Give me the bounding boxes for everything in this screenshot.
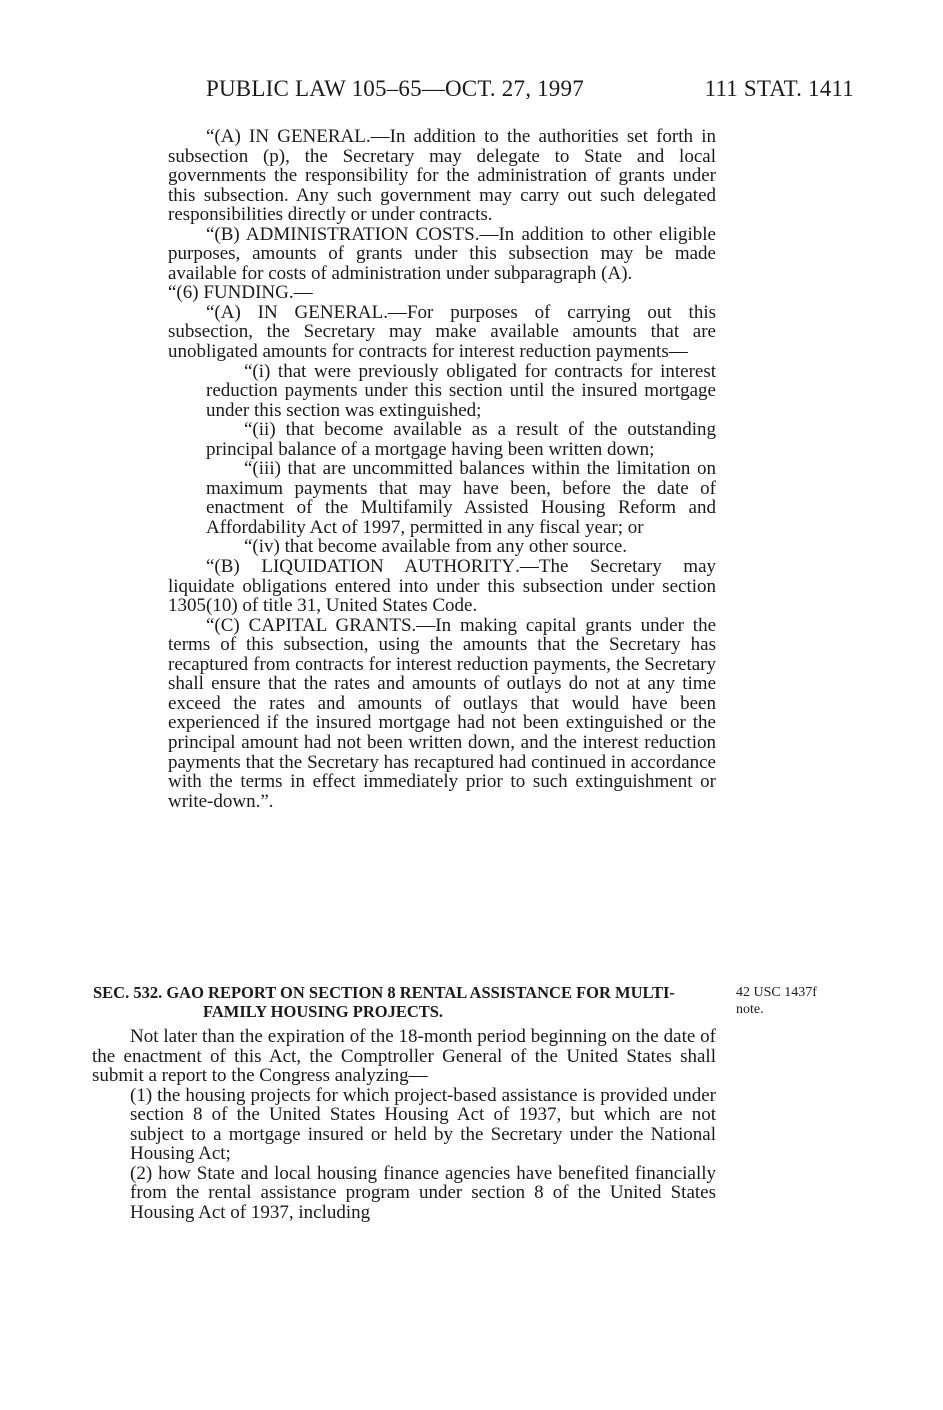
margin-note-citation: 42 USC 1437f [736, 985, 817, 1000]
paragraph-a-in-general: “(A) IN GENERAL.—In addition to the authorities set forth in subsection (p), the Secretary may delegate to State and local governments the responsibility for the administration of grants under this subsection. Any such government may carry out such delegated responsibilities directly or under contracts. [168, 126, 717, 226]
paragraph-6-funding: “(6) FUNDING.— [168, 282, 313, 304]
running-head-title: PUBLIC LAW 105–65—OCT. 27, 1997 [206, 76, 584, 101]
paragraph-c-capital-grants: “(C) CAPITAL GRANTS.—In making capital grants under the terms of this subsection, using the amounts that the Secretary has recaptured from contracts for interest reduction payments, the Secretary shall ensure that the rates and amounts of outlays do not at any time exceed the rates and amounts of outlays that would have been experienced if the insured mortgage had not been extinguished or the principal amount had not been written down, and the interest reduction payments that the Secretary has recaptured had continued in accordance with the terms in effect immediately prior to such extinguishment or write-down.”. [168, 614, 717, 812]
section-heading-line2: FAMILY HOUSING PROJECTS. [203, 1002, 444, 1021]
section-intro: Not later than the expiration of the 18-month period beginning on the date of the enactment of this Act, the Comptroller General of the United States shall submit a report to the Congress analyzing— [92, 1026, 716, 1086]
page-stat-number: 111 STAT. 1411 [704, 76, 854, 101]
page-header [206, 76, 854, 108]
clause-iv: “(iv) that become available from any other source. [244, 536, 627, 558]
paragraph-a-in-general-funding: “(A) IN GENERAL.—For purposes of carrying out this subsection, the Secretary may make available amounts that are unobligated amounts for contracts for interest reduction payments— [168, 301, 716, 363]
margin-note-label: note. [736, 1002, 764, 1017]
list-item-2: (2) how State and local housing finance agencies have benefited financially from the rental assistance program under section 8 of the United States Housing Act of 1937, including [130, 1162, 716, 1223]
section-heading-line1: SEC. 532. GAO REPORT ON SECTION 8 RENTAL ASSISTANCE FOR MULTI- [93, 983, 675, 1002]
paragraph-b-liquidation-authority: “(B) LIQUIDATION AUTHORITY.—The Secretary may liquidate obligations entered into under this subsection under section 1305(10) of title 31, United States Code. [168, 556, 716, 617]
list-item-1: (1) the housing projects for which project-based assistance is provided under section 8 of the United States Housing Act of 1937, but which are not subject to a mortgage insured or held by the Secretary under the National Housing Act; [130, 1084, 716, 1164]
section-heading [93, 983, 715, 1021]
statute-text-lower [92, 1027, 716, 1222]
clause-ii: “(ii) that become available as a result of the outstanding principal balance of a mortgage having been written down; [206, 419, 716, 460]
statute-text-upper [168, 127, 716, 811]
clause-i: “(i) that were previously obligated for contracts for interest reduction payments under this section until the insured mortgage under this section was extinguished; [206, 360, 716, 421]
clause-iii: “(iii) that are uncommitted balances within the limitation on maximum payments that may have been, before the date of enactment of the Multifamily Assisted Housing Reform and Affordability Act of 1997, permitted in any fiscal year; or [206, 458, 716, 538]
paragraph-b-administration-costs: “(B) ADMINISTRATION COSTS.—In addition to other eligible purposes, amounts of grants under this subsection may be made available for costs of administration under subparagraph (A). [168, 223, 716, 284]
margin-note [736, 984, 817, 1018]
